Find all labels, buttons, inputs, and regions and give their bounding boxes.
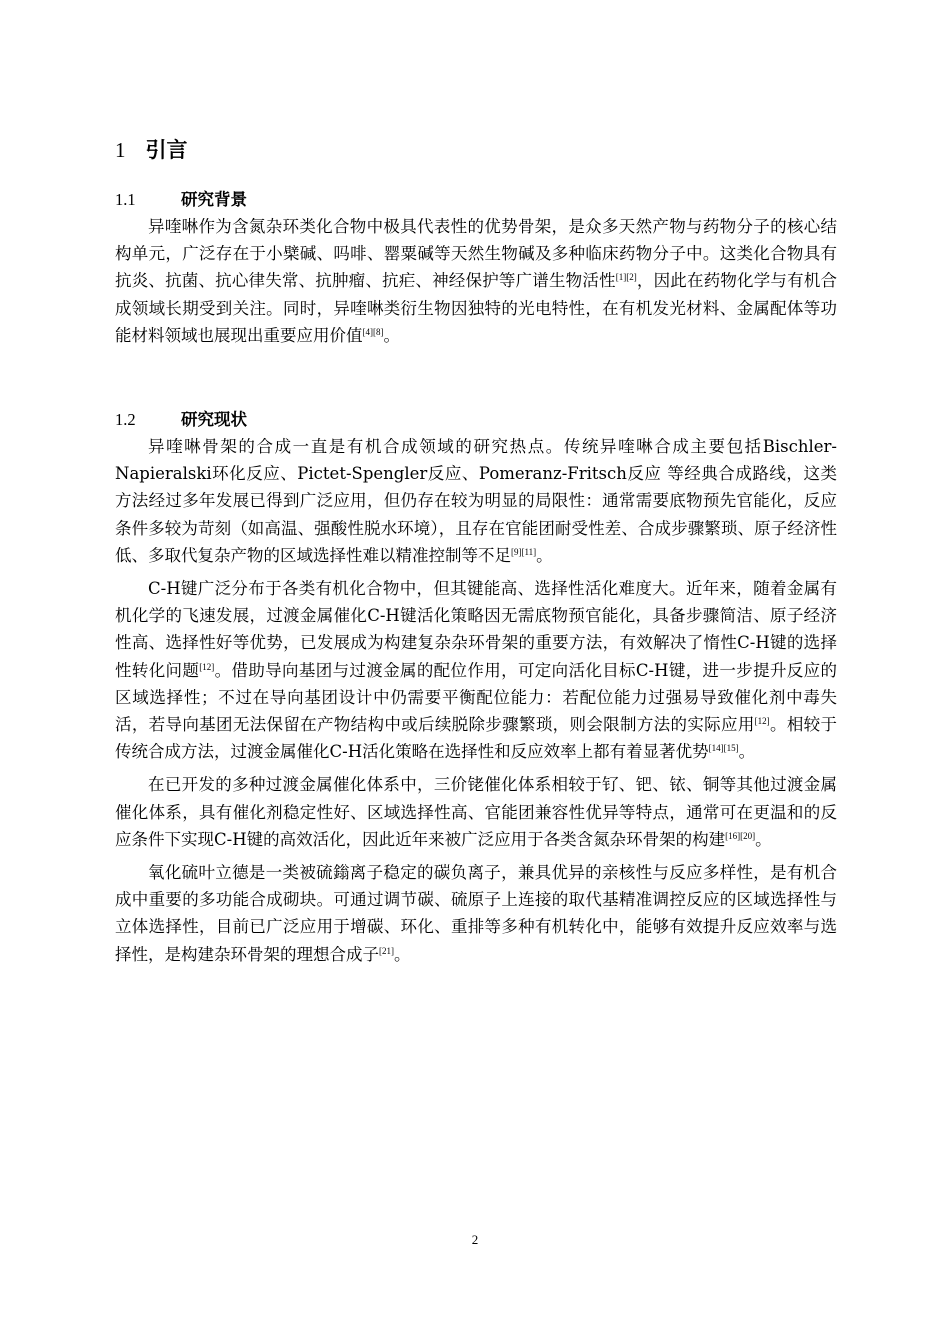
- subsection-title: 研究背景: [181, 190, 247, 209]
- citation: [21]: [379, 945, 394, 956]
- text-run: 。: [536, 545, 553, 565]
- citation: [16][20]: [725, 830, 756, 841]
- text-run: 在已开发的多种过渡金属催化体系中，三价铑催化体系相较于钌、钯、铱、铜等其他过渡金属催化体系，具有催化剂稳定性好、区域选择性高、官能团兼容性优异等特点，通常可在更温和的反应条件下实现C-H键的高效活化，因此近年来被广泛应用于各类含氮杂环骨架的构建: [115, 775, 837, 849]
- citation: [4][8]: [362, 326, 384, 337]
- section-heading: [115, 134, 188, 164]
- citation: [1][2]: [615, 272, 637, 283]
- subsection-1-body: [115, 213, 837, 349]
- text-run: 异喹啉骨架的合成一直是有机合成领域的研究热点。传统异喹啉合成主要包括Bischler-Napieralski环化反应、Pictet-Spengler反应、Pomeranz-Fritsch反应 等经典合成路线，这类方法经过多年发展已得到广泛应用，但仍存在较为明显的局限性：通常需要底物预先官能化，反应条件多较为苛刻（如高温、强酸性脱水环境），且存在官能团耐受性差、合成步骤繁琐、原子经济性低、多取代复杂产物的区域选择性难以精准控制等不足: [115, 437, 837, 565]
- paragraph-status-4: [115, 859, 837, 968]
- subsection-heading-1: [115, 186, 247, 210]
- subsection-number: 1.1: [115, 190, 136, 209]
- paragraph-status-1: [115, 433, 837, 569]
- subsection-number: 1.2: [115, 410, 136, 429]
- citation: [9][11]: [511, 546, 537, 557]
- citation: [12]: [754, 716, 770, 727]
- subsection-heading-2: [115, 406, 247, 430]
- text-run: ，因此在药物化学与有机合成领域长期受到关注。同时，异喹啉类衍生物因独特的光电特性，在有机发光材料、金属配体等功能材料领域也展现出重要应用价值: [115, 271, 838, 345]
- section-title: 引言: [145, 138, 188, 162]
- paragraph-status-3: [115, 771, 837, 853]
- text-run: 。: [738, 742, 756, 762]
- text-run: 。: [755, 829, 772, 849]
- text-run: 。: [394, 944, 411, 964]
- text-run: 异喹啉作为含氮杂环类化合物中极具代表性的优势骨架，是众多天然产物与药物分子的核心结构单元，广泛存在于小檗碱、吗啡、罂粟碱等天然生物碱及多种临床药物分子中。这类化合物具有抗炎、抗菌、抗心律失常、抗肿瘤、抗疟、神经保护等广谱生物活性: [115, 217, 837, 291]
- page-number: 2: [471, 1232, 479, 1247]
- text-run: C-H键广泛分布于各类有机化合物中，但其键能高、选择性活化难度大。近年来，随着金属有机化学的飞速发展，过渡金属催化C-H键活化策略因无需底物预官能化，具备步骤简洁、原子经济性高、选择性好等优势，已发展成为构建复杂杂环骨架的重要方法，有效解决了惰性C-H键的选择性转化问题: [115, 579, 837, 680]
- text-run: 。借助导向基团与过渡金属的配位作用，可定向活化目标C-H键，进一步提升反应的区域选择性；不过在导向基团设计中仍需要平衡配位能力：若配位能力过强易导致催化剂中毒失活，若导向基团无法保留在产物结构中或后续脱除步骤繁琐，则会限制方法的实际应用: [115, 660, 838, 735]
- citation: [12]: [199, 661, 215, 672]
- subsection-title: 研究现状: [181, 410, 247, 429]
- citation: [14][15]: [708, 743, 739, 754]
- section-number: 1: [115, 138, 126, 162]
- text-run: 。: [383, 325, 400, 345]
- text-run: 。相较于传统合成方法，过渡金属催化C-H活化策略在选择性和反应效率上都有着显著优势: [115, 715, 838, 762]
- text-run: 氧化硫叶立德是一类被硫鎓离子稳定的碳负离子，兼具优异的亲核性与反应多样性，是有机合成中重要的多功能合成砌块。可通过调节碳、硫原子上连接的取代基精准调控反应的区域选择性与立体选择性，目前已广泛应用于增碳、环化、重排等多种有机转化中，能够有效提升反应效率与选择性，是构建杂环骨架的理想合成子: [115, 863, 837, 964]
- subsection-2-body: [115, 433, 837, 968]
- paragraph-background: [115, 213, 837, 349]
- paragraph-status-2: [115, 575, 837, 765]
